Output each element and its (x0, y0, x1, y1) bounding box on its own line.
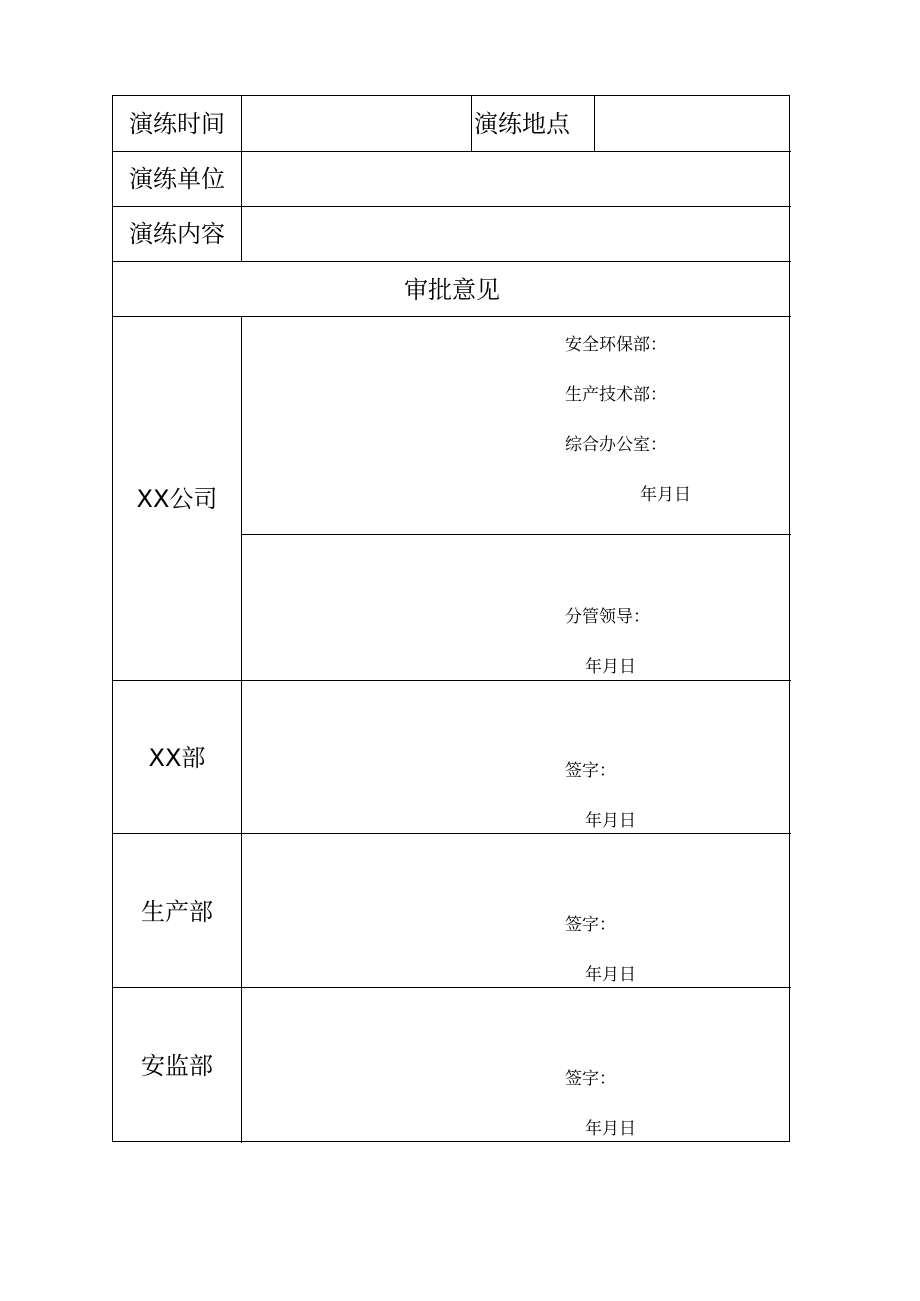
dept-general-office: 综合办公室： (565, 435, 667, 455)
leader-signature-label: 分管领导： (565, 607, 650, 627)
date-line: 年月日 (585, 657, 636, 677)
signature-label: 签字： (565, 1069, 616, 1089)
section-name: 生产部 (141, 898, 213, 926)
drill-unit-label: 演练单位 (129, 165, 225, 193)
row-divider (113, 316, 791, 317)
row-divider (113, 680, 791, 681)
section-name: 安监部 (141, 1052, 213, 1080)
dept-safety-env: 安全环保部： (565, 335, 667, 355)
date-line: 年月日 (585, 965, 636, 985)
row-divider (113, 261, 791, 262)
column-divider (471, 96, 472, 151)
row-divider (113, 833, 791, 834)
column-divider (241, 96, 242, 261)
drill-place-label: 演练地点 (474, 110, 570, 138)
drill-time-label: 演练时间 (129, 110, 225, 138)
signature-label: 签字： (565, 761, 616, 781)
signature-label: 签字： (565, 915, 616, 935)
approval-title: 审批意见 (404, 276, 500, 304)
date-line: 年月日 (585, 1119, 636, 1139)
drill-content-label: 演练内容 (129, 220, 225, 248)
row-divider (113, 206, 791, 207)
column-divider (241, 316, 242, 1143)
row-divider (241, 534, 791, 535)
date-line: 年月日 (640, 485, 691, 505)
row-divider (113, 151, 791, 152)
section-name: XX部 (148, 744, 206, 772)
drill-approval-form (112, 95, 790, 1142)
date-line: 年月日 (585, 811, 636, 831)
column-divider (594, 96, 595, 151)
dept-production-tech: 生产技术部： (565, 385, 667, 405)
row-divider (113, 987, 791, 988)
company-name: XX公司 (136, 485, 218, 513)
